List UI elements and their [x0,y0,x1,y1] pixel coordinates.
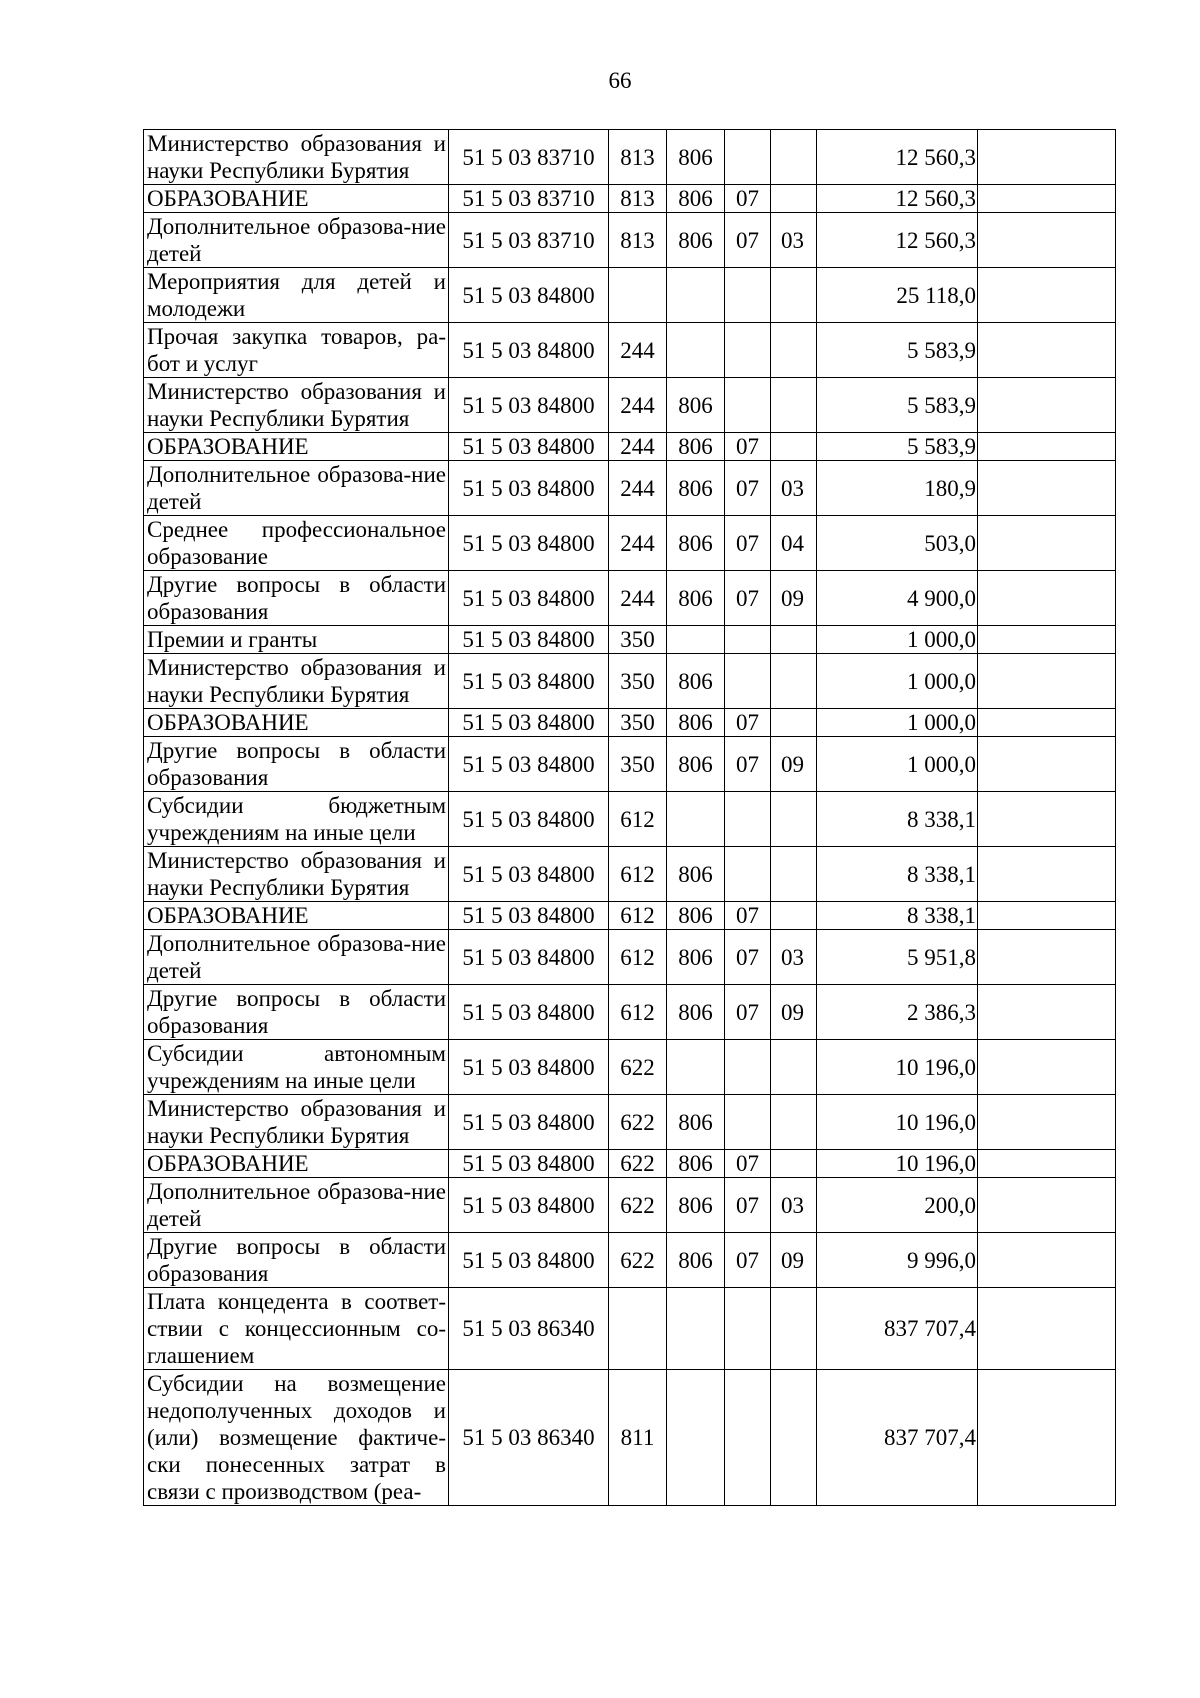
cell-section [725,130,771,185]
cell-extra [978,985,1116,1040]
cell-sum: 8 338,1 [817,847,978,902]
table-row [144,626,1116,654]
cell-subsection: 03 [771,461,817,516]
cell-expense-type: 244 [609,461,667,516]
cell-subsection: 04 [771,516,817,571]
cell-grbs: 806 [667,737,725,792]
cell-sum: 837 707,4 [817,1288,978,1370]
table-row [144,654,1116,709]
cell-expense-type: 813 [609,213,667,268]
cell-expense-type: 244 [609,571,667,626]
cell-sum: 10 196,0 [817,1095,978,1150]
cell-extra [978,1040,1116,1095]
cell-section: 07 [725,709,771,737]
cell-grbs [667,1370,725,1506]
cell-section: 07 [725,213,771,268]
cell-subsection [771,654,817,709]
cell-sum: 180,9 [817,461,978,516]
cell-name: Дополнительное образова-ние детей [144,213,449,268]
cell-subsection: 03 [771,213,817,268]
cell-extra [978,378,1116,433]
cell-section [725,1095,771,1150]
cell-section: 07 [725,902,771,930]
cell-extra [978,323,1116,378]
cell-target-code: 51 5 03 84800 [449,1178,609,1233]
cell-grbs: 806 [667,516,725,571]
budget-table-body [144,130,1116,1506]
cell-sum: 837 707,4 [817,1370,978,1506]
cell-extra [978,571,1116,626]
cell-name: Дополнительное образова-ние детей [144,1178,449,1233]
cell-grbs: 806 [667,1233,725,1288]
cell-target-code: 51 5 03 84800 [449,985,609,1040]
cell-grbs: 806 [667,654,725,709]
cell-expense-type: 811 [609,1370,667,1506]
cell-sum: 1 000,0 [817,709,978,737]
cell-expense-type: 612 [609,792,667,847]
cell-expense-type [609,268,667,323]
cell-grbs: 806 [667,130,725,185]
table-row [144,268,1116,323]
cell-expense-type: 244 [609,323,667,378]
table-row [144,213,1116,268]
cell-name: Министерство образования и науки Республики Бурятия [144,654,449,709]
cell-sum: 12 560,3 [817,213,978,268]
cell-target-code: 51 5 03 84800 [449,737,609,792]
cell-grbs [667,792,725,847]
cell-subsection [771,709,817,737]
cell-extra [978,461,1116,516]
table-row [144,378,1116,433]
cell-target-code: 51 5 03 83710 [449,185,609,213]
cell-target-code: 51 5 03 84800 [449,1095,609,1150]
cell-grbs: 806 [667,902,725,930]
table-row [144,792,1116,847]
cell-extra [978,626,1116,654]
cell-section: 07 [725,185,771,213]
cell-section [725,626,771,654]
cell-grbs: 806 [667,433,725,461]
cell-extra [978,847,1116,902]
table-row [144,1370,1116,1506]
cell-expense-type: 813 [609,185,667,213]
cell-expense-type: 612 [609,847,667,902]
cell-target-code: 51 5 03 86340 [449,1288,609,1370]
cell-extra [978,1150,1116,1178]
table-row [144,185,1116,213]
cell-subsection [771,1040,817,1095]
cell-subsection: 09 [771,737,817,792]
cell-subsection [771,1095,817,1150]
cell-grbs: 806 [667,1150,725,1178]
cell-subsection [771,268,817,323]
cell-target-code: 51 5 03 84800 [449,323,609,378]
cell-name: Другие вопросы в области образования [144,985,449,1040]
cell-target-code: 51 5 03 84800 [449,847,609,902]
cell-expense-type: 350 [609,737,667,792]
cell-grbs: 806 [667,847,725,902]
cell-section [725,792,771,847]
cell-grbs: 806 [667,213,725,268]
cell-subsection: 03 [771,930,817,985]
cell-target-code: 51 5 03 83710 [449,130,609,185]
cell-sum: 12 560,3 [817,130,978,185]
cell-name: Субсидии на возмещение недополученных доходов и (или) возмещение фактиче-ски понесенных затрат в связи с производством (реа- [144,1370,449,1506]
cell-grbs: 806 [667,461,725,516]
cell-sum: 1 000,0 [817,626,978,654]
cell-name: Другие вопросы в области образования [144,737,449,792]
cell-sum: 2 386,3 [817,985,978,1040]
cell-target-code: 51 5 03 86340 [449,1370,609,1506]
cell-section: 07 [725,737,771,792]
cell-section: 07 [725,1150,771,1178]
cell-section: 07 [725,571,771,626]
cell-section [725,1288,771,1370]
cell-target-code: 51 5 03 84800 [449,930,609,985]
cell-sum: 10 196,0 [817,1040,978,1095]
cell-name: Министерство образования и науки Республики Бурятия [144,378,449,433]
cell-extra [978,1233,1116,1288]
cell-section [725,1370,771,1506]
table-row [144,461,1116,516]
cell-name: Другие вопросы в области образования [144,571,449,626]
cell-sum: 5 583,9 [817,433,978,461]
cell-expense-type: 350 [609,709,667,737]
cell-subsection [771,1150,817,1178]
cell-section [725,378,771,433]
cell-target-code: 51 5 03 84800 [449,709,609,737]
cell-extra [978,213,1116,268]
cell-subsection: 09 [771,985,817,1040]
cell-subsection [771,1288,817,1370]
table-row [144,1288,1116,1370]
cell-subsection: 09 [771,1233,817,1288]
table-row [144,709,1116,737]
cell-expense-type: 813 [609,130,667,185]
cell-target-code: 51 5 03 84800 [449,516,609,571]
cell-section: 07 [725,1178,771,1233]
cell-section [725,1040,771,1095]
cell-sum: 10 196,0 [817,1150,978,1178]
cell-name: ОБРАЗОВАНИЕ [144,433,449,461]
table-row [144,516,1116,571]
cell-sum: 25 118,0 [817,268,978,323]
cell-target-code: 51 5 03 84800 [449,902,609,930]
cell-name: Прочая закупка товаров, ра-бот и услуг [144,323,449,378]
cell-sum: 4 900,0 [817,571,978,626]
table-row [144,571,1116,626]
cell-extra [978,185,1116,213]
cell-target-code: 51 5 03 84800 [449,571,609,626]
cell-section: 07 [725,461,771,516]
table-row [144,902,1116,930]
cell-name: Мероприятия для детей и молодежи [144,268,449,323]
cell-grbs: 806 [667,709,725,737]
cell-target-code: 51 5 03 84800 [449,433,609,461]
cell-section: 07 [725,1233,771,1288]
cell-expense-type: 622 [609,1233,667,1288]
cell-extra [978,1095,1116,1150]
cell-subsection [771,1370,817,1506]
table-row [144,1095,1116,1150]
cell-extra [978,737,1116,792]
cell-grbs: 806 [667,378,725,433]
cell-subsection [771,847,817,902]
cell-name: ОБРАЗОВАНИЕ [144,1150,449,1178]
cell-expense-type: 244 [609,433,667,461]
cell-section [725,323,771,378]
cell-sum: 1 000,0 [817,654,978,709]
cell-name: Министерство образования и науки Республики Бурятия [144,1095,449,1150]
cell-expense-type: 622 [609,1178,667,1233]
cell-grbs [667,1040,725,1095]
cell-subsection [771,323,817,378]
cell-extra [978,130,1116,185]
cell-name: Дополнительное образова-ние детей [144,930,449,985]
cell-sum: 5 951,8 [817,930,978,985]
cell-subsection [771,185,817,213]
cell-name: Министерство образования и науки Республики Бурятия [144,130,449,185]
cell-name: Среднее профессиональное образование [144,516,449,571]
cell-name: ОБРАЗОВАНИЕ [144,709,449,737]
cell-target-code: 51 5 03 84800 [449,654,609,709]
cell-expense-type: 612 [609,930,667,985]
cell-expense-type: 244 [609,516,667,571]
budget-table [143,129,1116,1506]
cell-target-code: 51 5 03 84800 [449,268,609,323]
cell-grbs: 806 [667,571,725,626]
cell-name: ОБРАЗОВАНИЕ [144,185,449,213]
cell-grbs: 806 [667,1095,725,1150]
cell-grbs: 806 [667,1178,725,1233]
cell-name: Субсидии автономным учреждениям на иные цели [144,1040,449,1095]
cell-extra [978,268,1116,323]
cell-sum: 8 338,1 [817,902,978,930]
cell-name: Другие вопросы в области образования [144,1233,449,1288]
cell-extra [978,1370,1116,1506]
cell-target-code: 51 5 03 84800 [449,792,609,847]
cell-subsection [771,902,817,930]
cell-grbs [667,268,725,323]
cell-grbs [667,626,725,654]
cell-expense-type: 622 [609,1150,667,1178]
cell-name: Субсидии бюджетным учреждениям на иные цели [144,792,449,847]
table-row [144,1178,1116,1233]
cell-expense-type: 622 [609,1040,667,1095]
cell-expense-type [609,1288,667,1370]
table-row [144,1233,1116,1288]
cell-grbs: 806 [667,985,725,1040]
cell-extra [978,1288,1116,1370]
cell-subsection [771,433,817,461]
cell-extra [978,930,1116,985]
cell-sum: 503,0 [817,516,978,571]
cell-expense-type: 612 [609,902,667,930]
cell-grbs: 806 [667,930,725,985]
cell-sum: 5 583,9 [817,378,978,433]
cell-section: 07 [725,985,771,1040]
cell-subsection [771,792,817,847]
cell-expense-type: 622 [609,1095,667,1150]
cell-subsection: 03 [771,1178,817,1233]
cell-extra [978,516,1116,571]
cell-expense-type: 350 [609,654,667,709]
cell-target-code: 51 5 03 83710 [449,213,609,268]
cell-target-code: 51 5 03 84800 [449,626,609,654]
cell-sum: 12 560,3 [817,185,978,213]
cell-name: Плата концедента в соответ-ствии с концессионным со-глашением [144,1288,449,1370]
cell-section: 07 [725,433,771,461]
cell-section [725,654,771,709]
cell-subsection: 09 [771,571,817,626]
cell-name: Премии и гранты [144,626,449,654]
cell-sum: 200,0 [817,1178,978,1233]
table-row [144,433,1116,461]
cell-target-code: 51 5 03 84800 [449,1233,609,1288]
cell-sum: 8 338,1 [817,792,978,847]
cell-sum: 1 000,0 [817,737,978,792]
cell-grbs [667,1288,725,1370]
table-row [144,985,1116,1040]
cell-extra [978,902,1116,930]
cell-sum: 5 583,9 [817,323,978,378]
cell-name: Дополнительное образова-ние детей [144,461,449,516]
cell-name: ОБРАЗОВАНИЕ [144,902,449,930]
cell-target-code: 51 5 03 84800 [449,1040,609,1095]
cell-expense-type: 350 [609,626,667,654]
table-row [144,1150,1116,1178]
cell-extra [978,433,1116,461]
cell-target-code: 51 5 03 84800 [449,378,609,433]
cell-sum: 9 996,0 [817,1233,978,1288]
cell-grbs [667,323,725,378]
table-row [144,130,1116,185]
cell-name: Министерство образования и науки Республики Бурятия [144,847,449,902]
cell-section: 07 [725,930,771,985]
cell-expense-type: 612 [609,985,667,1040]
cell-extra [978,1178,1116,1233]
table-row [144,1040,1116,1095]
cell-expense-type: 244 [609,378,667,433]
page-number: 66 [608,68,632,93]
cell-subsection [771,378,817,433]
cell-subsection [771,130,817,185]
cell-extra [978,654,1116,709]
cell-section [725,268,771,323]
cell-section: 07 [725,516,771,571]
cell-section [725,847,771,902]
cell-target-code: 51 5 03 84800 [449,461,609,516]
cell-extra [978,792,1116,847]
table-row [144,323,1116,378]
table-row [144,847,1116,902]
table-row [144,737,1116,792]
cell-grbs: 806 [667,185,725,213]
table-row [144,930,1116,985]
cell-target-code: 51 5 03 84800 [449,1150,609,1178]
cell-subsection [771,626,817,654]
cell-extra [978,709,1116,737]
